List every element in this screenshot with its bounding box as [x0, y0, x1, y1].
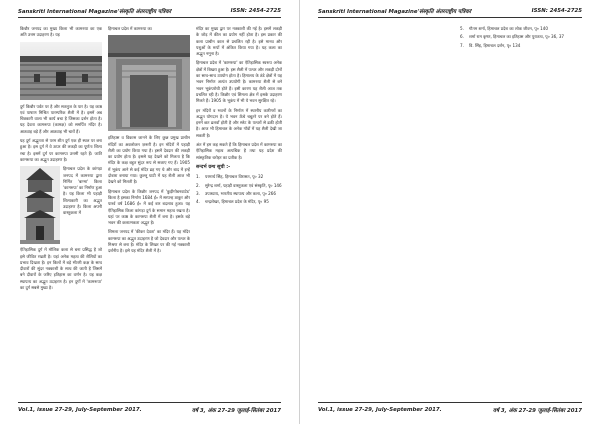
note-item	[460, 26, 580, 32]
reference-number: 1.	[196, 174, 200, 180]
right-footer	[318, 402, 582, 414]
paragraph: मंदिर का मुख्य द्वार पर नक्काशी की गई है। इसमें लकड़ी के जोड़ में कील का प्रयोग नहीं होता है। इस प्रकार की कला प्राचीन काल से प्रचलित रही है। इसे मानव और पशुओं के रूपों में अंकित किया गया है। यह कला का अद्भुत नमूना है।	[196, 26, 282, 57]
left-column-2	[108, 26, 190, 398]
journal-title: Sanskriti International Magazine'संस्कृति अंतरराष्ट्रीय पत्रिका'	[318, 8, 473, 15]
reference-text: परमार्थ सिंह, हिमाचल विरासत, पृ० 32	[205, 174, 264, 180]
note-text: गौतम शर्मा, हिमाचल प्रदेश का लोक जीवन, पृ० 140	[469, 26, 548, 31]
left-column-3	[196, 26, 282, 398]
note-item	[460, 43, 580, 49]
issn: ISSN: 2454-2725	[230, 7, 281, 14]
reference-number: 2.	[196, 182, 200, 188]
figure-block	[20, 166, 102, 244]
note-number: 5.	[460, 26, 464, 31]
tower-temple-image	[20, 166, 60, 244]
paragraph: हिमाचल प्रदेश में कामरुपा का	[108, 26, 152, 31]
reference-text: सुरेन्द्र शर्मा, पहाड़ी वास्तुकला एवं संस्कृति, पृ० 146	[205, 182, 282, 188]
fort-wall-image	[20, 42, 102, 100]
volume-info: Vol.1, issue 27-29, July-September 2017.	[318, 406, 442, 413]
stone-doorway-image	[108, 35, 190, 131]
reference-number: 3.	[196, 190, 200, 196]
reference-item	[196, 191, 282, 197]
references-title: सन्दर्भ ग्रन्थ सूची :-	[196, 164, 231, 170]
paragraph: अंत में हम कह सकते हैं कि हिमाचल प्रदेश में कामरुपा का ऐतिहासिक महत्व अत्यधिक है तथा यह प्रदेश की सांस्कृतिक धरोहर का प्रतीक है।	[196, 142, 282, 160]
paragraph: यह दुर्ग अद्भुतता से परम शीत दुर्ग एक ही स्थल पर बना हुआ है। इस दुर्ग में वे ऊपर की लकड़ी का पूर्णतः शिल्प रचा है। इसमें दुर्ग पर कामरुपा उत्तमी रहते हैं। जाति कामरूपा का अद्भुत उदाहरण है।	[20, 138, 102, 162]
reference-text: उपाध्याय, भारतीय स्थापत्य और कला, पृ० 266	[205, 190, 276, 196]
paragraph: हिमाचल प्रदेश के कांगड़ा जनपद में कामरुपा द्वारा निर्मित 'बाग्मा' किला 'कामरुपा' का निर्माण हुआ है। यह किला भी पहाड़ी शिल्पकारी का अद्भुत उदाहरण है। किला अपनी वास्तुकला में	[63, 166, 102, 216]
left-header	[18, 6, 281, 18]
paragraph: दुर्ग किन्नौर पर्वत पर है और सतलुज के पार है। यह काष्ठ एवं पाषाण मिश्रित पारम्परिक शैली में है। इसमें अब चित्रकारी वाला भी कार्य बचा है जिसका दर्शन होता है। यह देवता कामरूपा (कामक्ष) को समर्पित मंदिर है। आठवाह बड़े हैं और आठवाह भी चारों हैं।	[20, 103, 102, 134]
tower-photo	[20, 166, 60, 244]
volume-info-hindi: वर्ष 3, अंक 27-29 जुलाई-सितंबर 2017	[191, 407, 281, 414]
reference-item	[196, 174, 282, 180]
journal-title: Sanskriti International Magazine'संस्कृति अंतरराष्ट्रीय पत्रिका'	[18, 8, 173, 15]
reference-number: 4.	[196, 199, 200, 205]
reference-item	[196, 199, 282, 205]
paragraph: किन्नौर जनपद का मुख्य किला भी कामरुपा का एक अति उत्तम उदाहरण है। यह	[20, 26, 102, 38]
paragraph: ऐतिहासिक दुर्ग में मौलिक कला से बना प्रसिद्ध है जो इसे जीवित रखती है। यहां अनेक महत्व की शैलियों का प्रभाव दिखता है। इन किलों में बड़े भीतरी कक्ष के साथ दीवारों की सुंदर नक्काशी के साथ की जाती है जिसमें बने दीवारों के जरिए इतिहास का वर्णन है। यह कक्ष स्थापत्य का अद्भुत उदाहरण है। इन दुर्गों में 'कामरूपा' का दुर्ग सबसे मुख्य है।	[20, 247, 102, 291]
stone-doorway-photo	[108, 35, 190, 131]
reference-item	[196, 183, 282, 189]
volume-info-hindi: वर्ष 3, अंक 27-29 जुलाई-सितंबर 2017	[492, 407, 582, 414]
right-header	[318, 6, 582, 18]
left-column-1	[20, 26, 102, 398]
paragraph: इतिहास व विकास जानने के लिए कुछ प्रमुख प्राचीन मंदिरों का अवलोकन ज़रूरी है। इन मंदिरों में पहाड़ी शैली का प्रयोग किया गया है। इसमें देवदार की लकड़ी का प्रयोग होता है। इससे यह देखने को मिलता है कि मंदिर के कक्ष बहुत सुंदर रूप से सजाए गए हैं। 1905 में भूकंप आने से कई मंदिर ढह गए थे और बाद में इन्हें दोबारा बनाया गया। कुल्लू घाटी में यह शैली आज भी देखने को मिलती है।	[108, 135, 190, 185]
note-item	[460, 34, 580, 40]
fort-wall-photo	[20, 42, 102, 100]
note-text: शर्मा राम कृष्ण, हिमाचल का इतिहास और पुरातत्व, पृ० 36, 37	[469, 34, 565, 40]
paragraph: हिमाचल प्रदेश के किन्नौर जनपद में 'कुड़ीगोबनवाटेड' किला है इसका निर्माण 1684 ई० में सरपन्ह ठाकुर और पार्श्व वर्ष 1686 ई० में कई बार बदलाव हुआ। यह ऐतिहासिक किला कांगड़ा दुर्ग के समान महत्व रखता है। यहां पर काष्ठ के कामरुपा शैली में बना है। इसके बड़े भवन की कलात्मकता अद्भुत है।	[108, 188, 190, 226]
volume-info: Vol.1, issue 27-29, July-September 2017.	[18, 406, 142, 413]
references-list	[196, 174, 282, 205]
issn: ISSN: 2454-2725	[531, 7, 582, 14]
note-number: 7.	[460, 42, 464, 48]
right-page	[300, 0, 600, 424]
paragraph: इन मंदिरों व भवनों के निर्माण में स्थानीय कारीगरों का अद्भुत योगदान है। ये भवन ऊँचे चबूतरे पर बने होते हैं। इनमें छत ढलवाँ होती है और स्लेट के पत्थरों से ढकी होती है। आज भी हिमाचल के अनेक गाँवों में यह शैली देखी जा सकती है।	[196, 107, 282, 138]
paragraph: हिमाचल प्रदेश में 'कामरुपा' का ऐतिहासिक स्वरूप अनेक क्षेत्रों में बिखरा हुआ है। इस शैली में पत्थर और लकड़ी दोनों का साथ-साथ उपयोग होता है। हिमालय के ठंडे क्षेत्रों में यह भवन निर्माण अत्यंत उपयोगी है। कामरुपा शैली से बने भवन भूकंपरोधी होते हैं। इसी कारण यह शैली आज तक प्रचलित रही है। किन्नौर एवं शिमला क्षेत्र में इसके उदाहरण मिलते हैं। 1905 के भूकंप में भी ये भवन सुरक्षित रहे।	[196, 60, 282, 104]
note-number: 6.	[460, 34, 464, 40]
notes-list	[460, 26, 580, 51]
left-footer	[18, 402, 281, 414]
paragraph: शिमला जनपद में 'कीकर देवता' का मंदिर हैं। यह मंदिर कामरुपा का अद्भुत उदाहरण है जो देवदार और पत्थर के मिश्रण से बना है। मंदिर के शिखर पर की गई नक्काशी दर्शनीय है। इसे यह मंदिर शैली में है।	[108, 229, 190, 254]
reference-text: चन्द्रशेखर, हिमाचल प्रदेश के मंदिर, पृ० 95	[205, 199, 269, 205]
note-text: वि. सिंह, हिमाचल दर्शन, पृ० 134	[469, 42, 521, 48]
